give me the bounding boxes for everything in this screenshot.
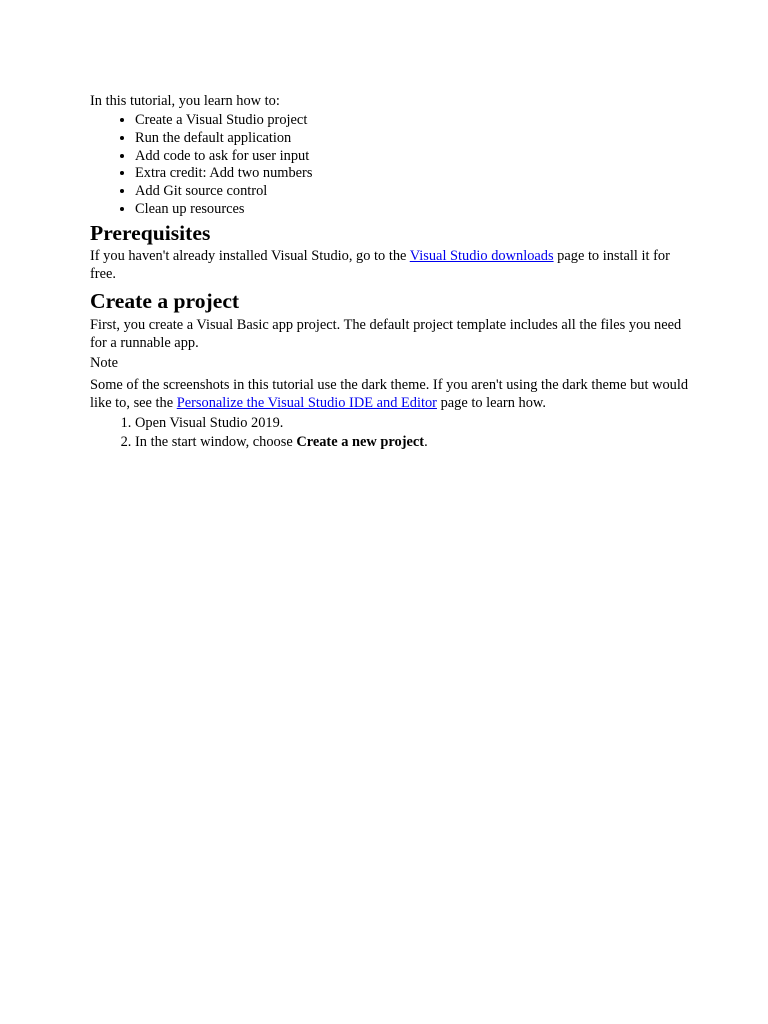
step-text-before: In the start window, choose [135,434,297,451]
list-item: • Clean up resources [135,201,690,219]
list-item: • Add Git source control [135,183,690,201]
objectives-list [90,112,690,219]
step-text: Open Visual Studio 2019. [135,414,284,431]
step-text-after: . [424,434,428,451]
document-page [90,92,690,453]
note-paragraph [90,376,690,412]
prerequisites-text-before: If you haven't already installed Visual Studio, go to the [90,247,410,264]
note-text-before: Some of the screenshots in this tutorial use the dark theme. If you aren't using the dark theme but would like to, see the [90,376,689,411]
create-project-heading: Create a project [90,288,240,313]
list-item: • Create a Visual Studio project [135,112,690,130]
steps-list [90,414,690,453]
prerequisites-paragraph [90,247,690,283]
personalize-ide-link[interactable]: Personalize the Visual Studio IDE and Editor [176,394,437,411]
step-item [135,414,690,434]
list-item: • Extra credit: Add two numbers [135,165,690,183]
list-item: • Run the default application [135,130,690,148]
note-label: Note [90,354,118,371]
step-bold-text: Create a new project [296,434,425,451]
prerequisites-text-after: page to install it for free. [90,247,670,282]
create-project-paragraph: First, you create a Visual Basic app project. The default project template includes all the files you need for a runnable app. [90,316,682,351]
list-item: • Add code to ask for user input [135,148,690,166]
intro-text: In this tutorial, you learn how to: [90,93,280,109]
visual-studio-downloads-link[interactable]: Visual Studio downloads [409,247,554,264]
prerequisites-heading: Prerequisites [90,220,211,245]
step-item [135,433,690,453]
note-text-after: page to learn how. [436,394,546,411]
